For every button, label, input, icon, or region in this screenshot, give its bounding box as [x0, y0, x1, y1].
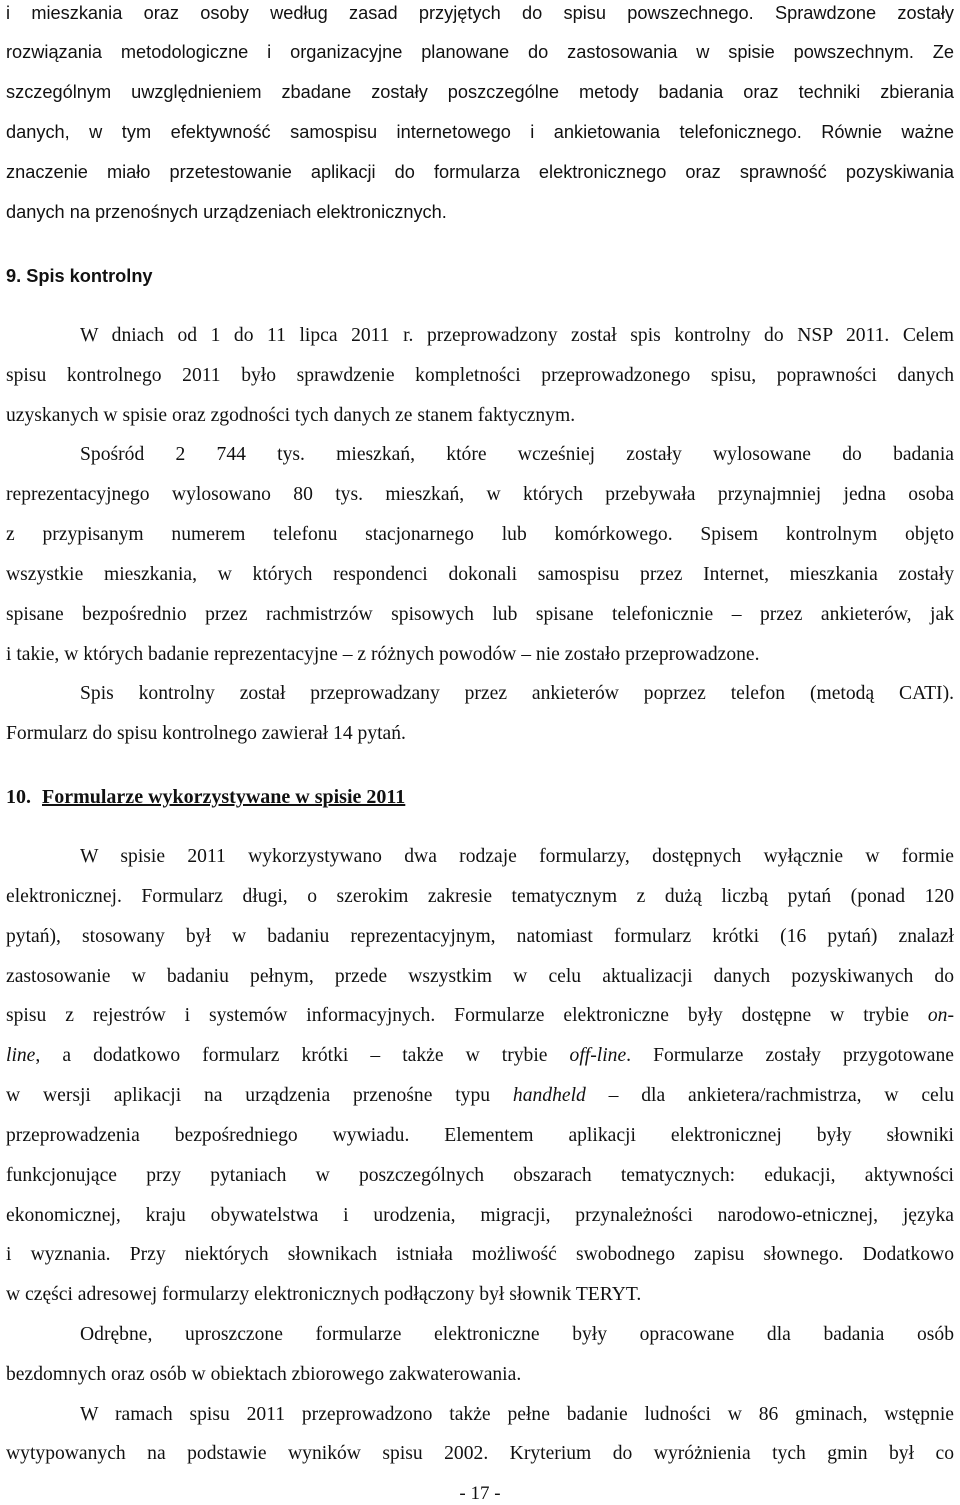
paragraph-line: elektronicznej. Formularz długi, o szerokim zakresie tematycznym z dużą liczbą pytań (ponad 120	[6, 886, 954, 907]
paragraph-line: funkcjonujące przy pytaniach w poszczególnych obszarach tematycznych: edukacji, aktywności	[6, 1165, 954, 1186]
paragraph-line: Spis kontrolny został przeprowadzany przez ankieterów poprzez telefon (metodą CATI).	[80, 683, 954, 704]
paragraph-line: w części adresowej formularzy elektronicznych podłączony był słownik TERYT.	[6, 1284, 642, 1305]
paragraph-line: przeprowadzenia bezpośredniego wywiadu. Elementem aplikacji elektronicznej były słowniki	[6, 1125, 954, 1146]
italic-text: handheld	[512, 1085, 586, 1106]
paragraph-line: bezdomnych oraz osób w obiektach zbiorowego zakwaterowania.	[6, 1364, 522, 1385]
italic-text: off-line	[569, 1045, 627, 1066]
paragraph-line: W ramach spisu 2011 przeprowadzono także pełne badanie ludności w 86 gminach, wstępnie	[80, 1404, 954, 1425]
paragraph-line: wytypowanych na podstawie wyników spisu 2002. Kryterium do wyróżnienia tych gmin był co	[6, 1443, 954, 1464]
section-heading-number: 10.	[6, 786, 31, 808]
text-run: . Formularze zostały przygotowane	[626, 1045, 954, 1066]
text-run: – dla ankietera/rachmistrza, w celu	[585, 1085, 954, 1106]
paragraph-line: reprezentacyjnego wylosowano 80 tys. mieszkań, w których przebywała przynajmniej jedna osoba	[6, 484, 954, 505]
paragraph-line: danych, w tym efektywność samospisu internetowego i ankietowania telefonicznego. Równie ważne	[6, 122, 954, 142]
section-heading-9: 9. Spis kontrolny	[6, 266, 153, 286]
paragraph-line: znaczenie miało przetestowanie aplikacji do formularza elektronicznego oraz sprawność pozyskiwania	[6, 162, 954, 182]
text-run: w wersji aplikacji na urządzenia przenośne typu	[6, 1085, 513, 1106]
paragraph-line: spisu kontrolnego 2011 było sprawdzenie kompletności przeprowadzonego spisu, poprawności danych	[6, 365, 954, 386]
paragraph-line: spisane bezpośrednio przez rachmistrzów spisowych lub spisane telefonicznie – przez ankieterów, jak	[6, 604, 954, 625]
paragraph-line: zastosowanie w badaniu pełnym, przede wszystkim w celu aktualizacji danych pozyskiwanych do	[6, 966, 954, 987]
section-heading-text: Formularze wykorzystywane w spisie 2011	[42, 786, 406, 808]
paragraph-line: pytań), stosowany był w badaniu reprezentacyjnym, natomiast formularz krótki (16 pytań) znalazł	[6, 926, 954, 947]
paragraph-line	[6, 1044, 954, 1068]
paragraph-line: wszystkie mieszkania, w których respondenci dokonali samospisu przez Internet, mieszkania zostały	[6, 564, 954, 585]
text-run: spisu z rejestrów i systemów informacyjnych. Formularze elektroniczne były dostępne w trybie	[6, 1005, 928, 1026]
italic-text: line	[6, 1045, 36, 1066]
paragraph-line	[6, 1004, 954, 1028]
section-heading-10	[6, 785, 954, 809]
paragraph-line: i mieszkania oraz osoby według zasad przyjętych do spisu powszechnego. Sprawdzone zostały	[6, 3, 954, 23]
paragraph-line: danych na przenośnych urządzeniach elektronicznych.	[6, 202, 447, 222]
paragraph-line: rozwiązania metodologiczne i organizacyjne planowane do zastosowania w spisie powszechnym. Ze	[6, 42, 954, 62]
paragraph-line: z przypisanym numerem telefonu stacjonarnego lub komórkowego. Spisem kontrolnym objęto	[6, 524, 954, 545]
paragraph-line: i takie, w których badanie reprezentacyjne – z różnych powodów – nie zostało przeprowadzone.	[6, 644, 760, 665]
paragraph-line	[6, 1084, 954, 1108]
paragraph-line: Odrębne, uproszczone formularze elektroniczne były opracowane dla badania osób	[80, 1324, 954, 1345]
paragraph-line: ekonomicznej, kraju obywatelstwa i urodzenia, migracji, przynależności narodowo-etnicznej, języka	[6, 1205, 954, 1226]
paragraph-line: szczególnym uwzględnieniem zbadane zostały poszczególne metody badania oraz techniki zbierania	[6, 82, 954, 102]
text-run: , a dodatkowo formularz krótki – także w trybie	[35, 1045, 570, 1066]
paragraph-line: Formularz do spisu kontrolnego zawierał 14 pytań.	[6, 723, 406, 744]
paragraph-line: Spośród 2 744 tys. mieszkań, które wcześniej zostały wylosowane do badania	[80, 444, 954, 465]
italic-text: on-	[927, 1005, 954, 1026]
paragraph-line: W dniach od 1 do 11 lipca 2011 r. przeprowadzony został spis kontrolny do NSP 2011. Celem	[80, 325, 954, 346]
paragraph-line: uzyskanych w spisie oraz zgodności tych danych ze stanem faktycznym.	[6, 405, 576, 426]
page-number: - 17 -	[459, 1483, 501, 1504]
paragraph-line: W spisie 2011 wykorzystywano dwa rodzaje formularzy, dostępnych wyłącznie w formie	[80, 846, 954, 867]
paragraph-line: i wyznania. Przy niektórych słownikach istniała możliwość swobodnego zapisu słownego. Dodatkowo	[6, 1244, 954, 1265]
